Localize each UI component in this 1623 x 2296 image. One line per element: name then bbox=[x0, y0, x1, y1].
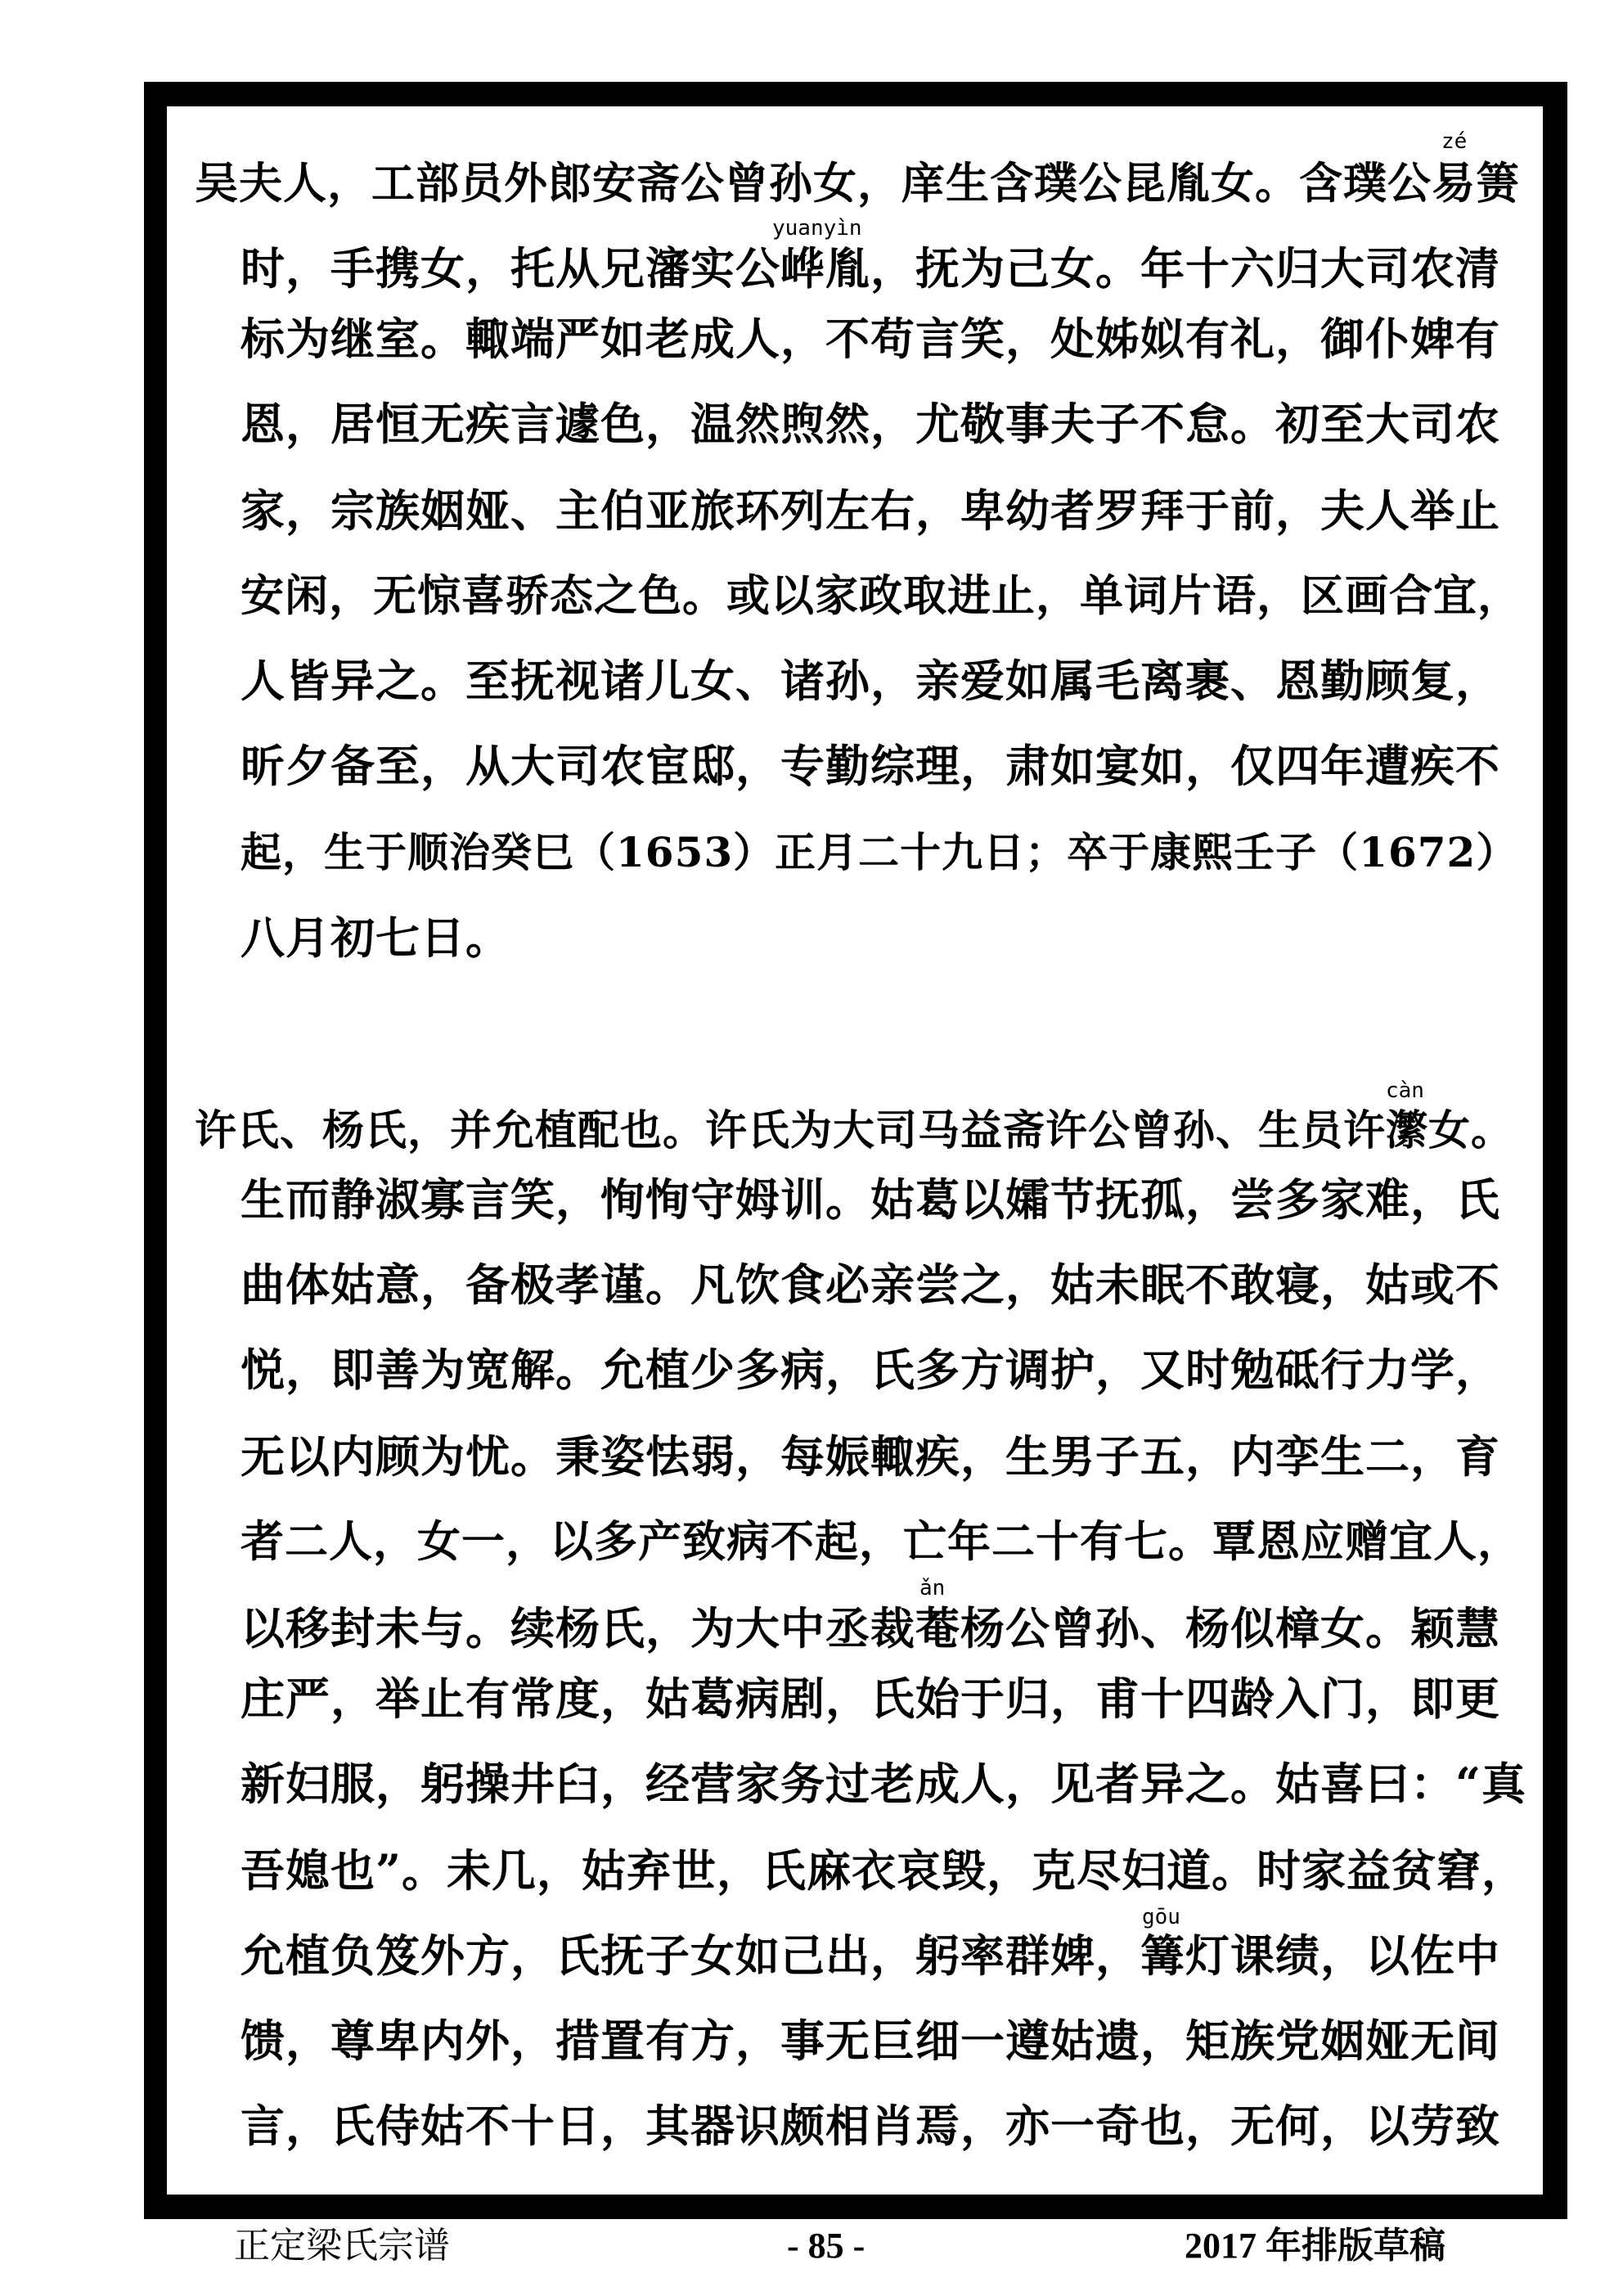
text-line: 人皆异之。至抚视诸儿女、诸孙，亲爱如属毛离裹、恩勤顾复， bbox=[241, 655, 1500, 707]
text-line: 许氏、杨氏，并允植配也。许氏为大司马益斋许公曾孙、生员许瀿女。 bbox=[195, 1106, 1514, 1155]
pinyin-annotation: ǎn bbox=[919, 1576, 946, 1600]
text-line: 安闲，无惊喜骄态之色。或以家政取进止，单词片语，区画合宜， bbox=[241, 570, 1522, 621]
text-line: 吾媳也”。未几，姑弃世，氏麻衣哀毁，克尽妇道。时家益贫窘， bbox=[241, 1844, 1527, 1897]
footer-draft-note: 2017 年排版草稿 bbox=[1185, 2226, 1445, 2266]
text-line: 标为继室。輙端严如老成人，不苟言笑，处姊姒有礼，御仆婢有 bbox=[241, 313, 1500, 365]
footer-book-title: 正定梁氏宗谱 bbox=[234, 2226, 450, 2266]
text-line: 新妇服，躬操井臼，经营家务过老成人，见者异之。姑喜曰：“真 bbox=[241, 1758, 1527, 1810]
text-line: 时，手携女，托从兄瀋实公㟆胤，抚为己女。年十六归大司农清 bbox=[241, 242, 1500, 295]
text-line: 言，氏侍姑不十日，其器识颇相肖焉，亦一奇也，无何，以劳致 bbox=[241, 2100, 1500, 2152]
text-line: 生而静淑寡言笑，恂恂守姆训。姑葛以孀节抚孤，尝多家难，氏 bbox=[241, 1173, 1500, 1226]
text-line: 恩，居恒无疾言遽色，温然煦然，尤敬事夫子不怠。初至大司农 bbox=[241, 398, 1500, 450]
text-line: 曲体姑意，备极孝谨。凡饮食必亲尝之，姑未眠不敢寝，姑或不 bbox=[241, 1258, 1500, 1311]
text-line: 以移封未与。续杨氏，为大中丞裁菴杨公曾孙、杨似樟女。颖慧 bbox=[241, 1602, 1500, 1654]
text-line: 家，宗族姻娅、主伯亚旅环列左右，卑幼者罗拜于前，夫人举止 bbox=[241, 484, 1500, 537]
text-line: 起，生于顺治癸巳（1653）正月二十九日；卒于康熙壬子（1672） bbox=[241, 828, 1518, 876]
pinyin-annotation: yuanyìn bbox=[772, 216, 862, 241]
pinyin-annotation: càn bbox=[1386, 1078, 1424, 1103]
pinyin-annotation: zé bbox=[1441, 129, 1468, 154]
text-line: 允植负笈外方，氏抚子女如己出，躬率群婢，篝灯课绩，以佐中 bbox=[241, 1929, 1500, 1982]
text-line: 八月初七日。 bbox=[241, 912, 510, 964]
text-line: 吴夫人，工部员外郎安斋公曾孙女，庠生含璞公昆胤女。含璞公易箦 bbox=[195, 158, 1520, 209]
text-line: 者二人，女一，以多产致病不起，亡年二十有七。覃恩应赠宜人， bbox=[241, 1516, 1522, 1567]
text-line: 昕夕备至，从大司农宦邸，专勤综理，肃如宴如，仅四年遭疾不 bbox=[241, 740, 1500, 792]
pinyin-annotation: gōu bbox=[1142, 1905, 1180, 1929]
text-line: 庄严，举止有常度，姑葛病剧，氏始于归，甫十四龄入门，即更 bbox=[241, 1672, 1500, 1725]
text-line: 悦，即善为宽解。允植少多病，氏多方调护，又时勉砥行力学， bbox=[241, 1344, 1500, 1396]
footer-page-number: - 85 - bbox=[787, 2226, 865, 2266]
text-line: 馈，尊卑内外，措置有方，事无巨细一遵姑遗，矩族党姻娅无间 bbox=[241, 2015, 1500, 2067]
text-line: 无以内顾为忧。秉姿怯弱，每娠輙疾，生男子五，内孪生二，育 bbox=[241, 1430, 1500, 1483]
